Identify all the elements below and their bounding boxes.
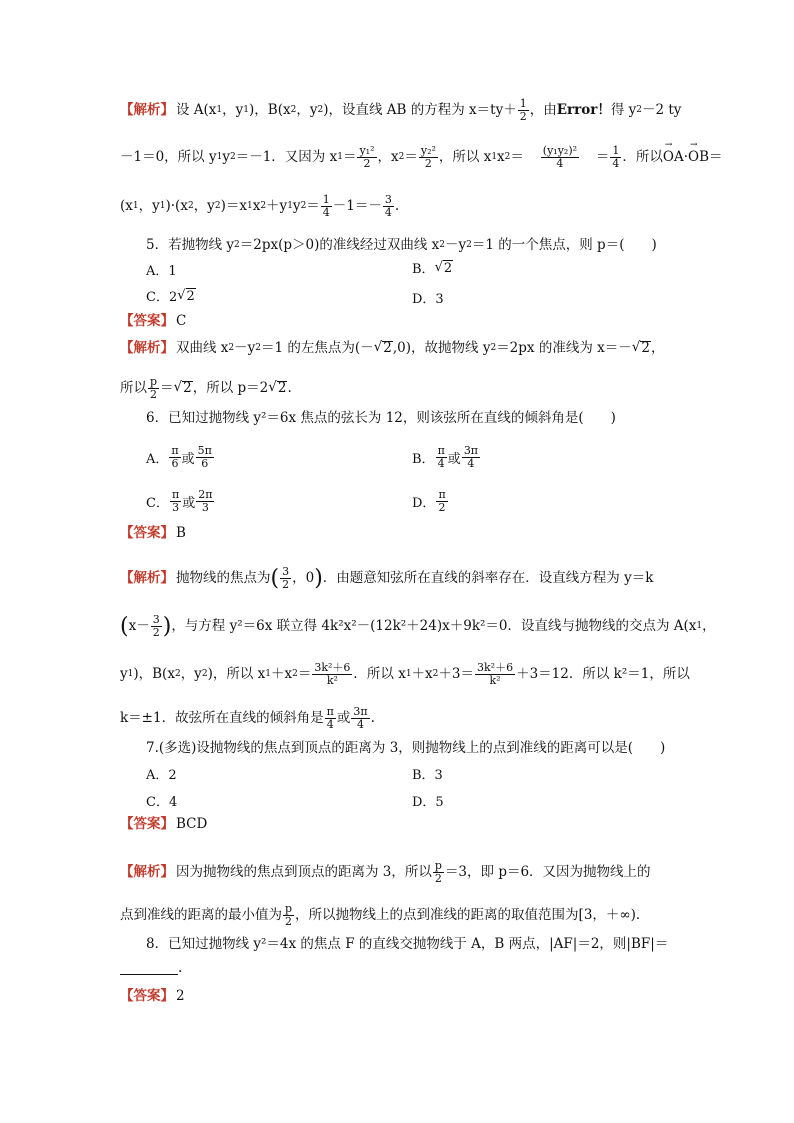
q6-option-b[interactable]: B． $\frac{\pi}{4}$ 或 $\frac{3\pi}{4}$ (412, 444, 479, 471)
fraction-y2sq-2: $\frac{\text{y₂²}}{2}$ (420, 144, 436, 171)
q8-answer: 【答案】 2 (120, 988, 185, 1004)
q5-analysis-line-2: 所以 $\frac{p}{2}$ ＝ √ 2 ，所以 p＝2 √ 2 . (120, 375, 292, 402)
q7-answer: 【答案】 BCD (120, 816, 208, 832)
fraction-y1sq-2: $\frac{\text{y₁²}}{2}$ (359, 144, 375, 171)
analysis-label: 【解析】 (120, 101, 174, 118)
q5-option-d[interactable]: D．3 (412, 292, 444, 307)
q5-stem: 5．若抛物线 y 2 ＝2px(p＞0)的准线经过双曲线 x 2 －y 2 ＝1 的一个焦点，则 p＝( ) (146, 237, 657, 253)
q7-option-b[interactable]: B．3 (412, 768, 443, 783)
q5-option-a[interactable]: A．1 (146, 264, 177, 279)
q7-analysis-line-1: 【解析】 因为抛物线的焦点到顶点的距离为 3，所以 $\frac{p}{2}$ ＝3，即 p＝6．又因为抛物线上的 (120, 859, 651, 886)
q6-analysis-line-4: k＝±1．故弦所在直线的倾斜角是 $\frac{\pi}{4}$ 或 $\frac{3\pi}{4}$ . (120, 705, 375, 732)
q8-stem: 8．已知过抛物线 y²＝4x 的焦点 F 的直线交抛物线于 A，B 两点，|AF|＝2，则|BF|＝ (146, 936, 669, 952)
q6-option-a[interactable]: A． $\frac{\pi}{6}$ 或 $\frac{5\pi}{6}$ (146, 444, 212, 471)
q6-option-c[interactable]: C． $\frac{\pi}{3}$ 或 $\frac{2\pi}{3}$ (146, 488, 213, 515)
answer-blank[interactable] (120, 962, 178, 975)
q6-option-d[interactable]: D． $\frac{\pi}{2}$ (412, 488, 446, 515)
q6-stem: 6．已知过抛物线 y²＝6x 焦点的弦长为 12，则该弦所在直线的倾斜角是( ) (146, 410, 616, 426)
q4-analysis-line-3: (x 1 ，y 1 )·(x 2 ，y 2 )＝x 1 x 2 ＋y 1 y 2 ＝ $\frac{1}{4}$ －1＝－ $\frac{3}{4}$ . (120, 193, 400, 220)
fraction-1-2: $\frac{1}{2}$ (519, 97, 527, 124)
q7-option-c[interactable]: C．4 (146, 795, 178, 810)
q8-blank-line: . (120, 962, 674, 976)
q7-option-d[interactable]: D．5 (412, 795, 444, 810)
q7-option-a[interactable]: A．2 (146, 768, 177, 783)
q4-analysis-line-2: －1＝0，所以 y 1 y 2 ＝－1．又因为 x 1 ＝ $\frac{\text{y₁²}}{2}$ ，x 2 ＝ $\frac{\text{y₂²}}{2}$ ，所以 x 1 x 2 ＝ $\frac{\text{(y₁y₂)²}}{4}$ ＝ $\frac{1}{4}$ ．所以 → OA · → OB ＝ (120, 145, 674, 170)
q5-analysis-line-1: 【解析】 双曲线 x 2 －y 2 ＝1 的左焦点为(－ √ 2 ,0)，故抛物线 y 2 ＝2px 的准线为 x＝－ √ 2 ， (120, 339, 665, 356)
q5-answer: 【答案】 C (120, 313, 187, 329)
q6-analysis-line-1: 【解析】 抛物线的焦点为 ( $\frac{3}{2}$ ，0 ) ．由题意知弦所在直线的斜率存在．设直线方程为 y＝k (120, 565, 654, 592)
q5-option-c[interactable]: C．2 √ 2 (146, 287, 195, 305)
vector-ob: → OB (688, 151, 709, 165)
q4-analysis-line-1: 【解析】 设 A(x 1 ，y 1 )，B(x 2 ，y 2 )，设直线 AB 的方程为 x＝ty＋ $\frac{1}{2}$ ，由 Error！ 得 y 2 －2 ty (120, 97, 682, 124)
q7-analysis-line-2: 点到准线的距离的最小值为 $\frac{p}{2}$ ，所以抛物线上的点到准线的距离的取值范围为[3，＋∞)． (120, 902, 650, 929)
fraction-y1y2sq-4: $\frac{\text{(y₁y₂)²}}{4}$ (542, 144, 578, 171)
vector-oa: → OA (663, 151, 684, 165)
q6-analysis-line-2: ( x－ $\frac{3}{2}$ ) ，与方程 y²＝6x 联立得 4k²x²－(12k²＋24)x＋9k²＝0．设直线与抛物线的交点为 A(x 1 ， (120, 613, 716, 640)
q7-stem: 7.(多选)设抛物线的焦点到顶点的距离为 3，则抛物线上的点到准线的距离可以是( ) (146, 740, 666, 756)
error-text: Error！ (556, 101, 611, 118)
q6-answer: 【答案】 B (120, 525, 186, 541)
q6-analysis-line-3: y 1 )，B(x 2 ，y 2 )，所以 x 1 ＋x 2 ＝ $\frac{\text{3k²＋6}}{\text{k²}}$ ．所以 x 1 ＋x 2 ＋3＝ $\frac{\text{3k²＋6}}{\text{k²}}$ ＋3＝12．所以 k²＝1，所以 (120, 661, 690, 688)
fraction-1-4: $\frac{1}{4}$ (612, 144, 620, 171)
q5-option-b[interactable]: B． √ 2 (412, 259, 453, 277)
